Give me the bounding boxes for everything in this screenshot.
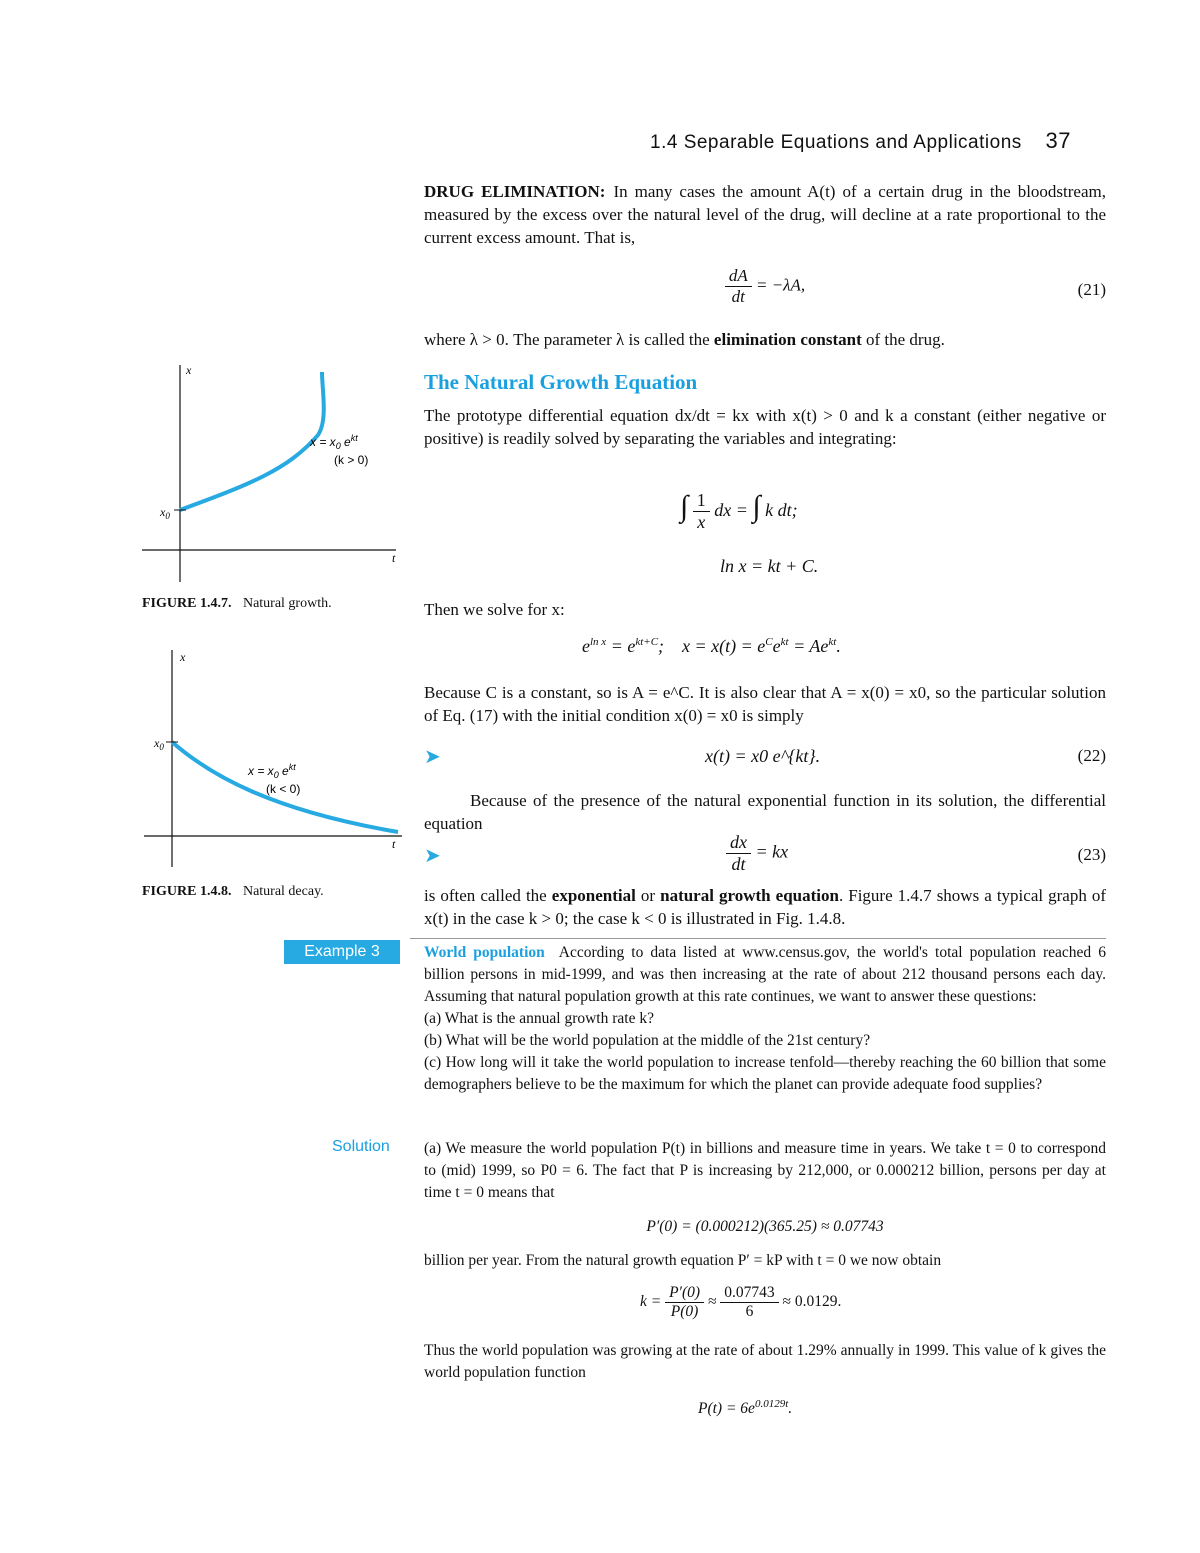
often-text: is often called the: [424, 886, 547, 905]
natural-growth-term: natural growth equation: [660, 886, 839, 905]
figure-title: Natural growth.: [242, 596, 332, 611]
k-result: ≈ 0.0129.: [782, 1293, 842, 1311]
population-function: $P(t) = 6e^{0.0129t}$.: [698, 1398, 793, 1418]
equation-rhs: = −λA,: [755, 275, 806, 295]
because-text: Because C is a constant, so is A = e^C. It is also clear that A = x(0) = x0, so the particular solution of Eq. (17) with the initial condition x(0) = x0 is simply: [424, 683, 1106, 725]
figure-natural-decay: [130, 645, 405, 870]
section-title: 1.4 Separable Equations and Applications: [650, 132, 1022, 153]
example-title: World population: [424, 944, 545, 961]
fraction-numerator: dx: [726, 832, 751, 854]
section-heading: The Natural Growth Equation: [424, 370, 698, 394]
equation-22: x(t) = x0 e^{kt}.: [705, 746, 821, 766]
elimination-constant-term: elimination constant: [713, 330, 862, 349]
arrow-icon: ➤: [424, 746, 441, 768]
drug-text: In many cases the amount A(t) of a certain drug in the bloodstream, measured by the excess over the natural level of the drug, will decline at a rate proportional to the current excess amount. That is,: [424, 182, 1106, 247]
example-divider: [410, 938, 1106, 939]
population-function-text: [0, 0, 1, 1]
often-post: . Figure 1.4.7 shows a typical graph of x(t) in the case k > 0; the case k < 0 is illustrated in Fig. 1.4.8.: [424, 886, 1107, 928]
figure-title: Natural decay.: [242, 884, 324, 899]
natural-growth-intro: [424, 404, 1106, 450]
solve-text: [424, 598, 1106, 621]
thus-paragraph: [424, 1340, 1106, 1384]
k-lhs: k =: [640, 1293, 662, 1311]
y-axis-label: x: [186, 363, 192, 377]
fraction-numerator: dA: [725, 266, 752, 287]
exponential-term: exponential: [551, 886, 636, 905]
fraction-denominator: 6: [745, 1303, 754, 1320]
integral-equation: ∫ $\frac{1}{x}$ dx = ∫ k dt;: [680, 490, 798, 533]
example-intro: [424, 942, 1106, 1096]
x-axis-label: t: [392, 551, 396, 565]
fraction-denominator: P(0): [670, 1303, 699, 1320]
equation-22-label: (22): [1077, 746, 1106, 765]
fraction-denominator: dt: [731, 854, 746, 874]
where-post-text: of the drug.: [865, 330, 945, 349]
often-paragraph: [424, 884, 1106, 930]
figure-natural-growth: [138, 360, 398, 585]
equation-23-label: (23): [1077, 845, 1106, 864]
billion-text: billion per year. From the natural growth equation P′ = kP with t = 0 we now obtain: [424, 1252, 942, 1269]
figure-label: FIGURE 1.4.8.: [142, 884, 232, 899]
presence-paragraph: [424, 789, 1106, 835]
question-b: (b) What will be the world population at the middle of the 21st century?: [424, 1032, 871, 1049]
x0-label: $x_0$: [154, 736, 164, 752]
figure-label: FIGURE 1.4.7.: [142, 596, 232, 611]
where-paragraph: [424, 328, 1106, 351]
y-axis-label: x: [180, 650, 186, 664]
figure-caption: [142, 596, 332, 612]
fraction-dA-dt: [725, 266, 752, 307]
x-axis-label: t: [392, 837, 396, 851]
drug-elimination-paragraph: [424, 180, 1106, 249]
solution-label: Solution: [332, 1138, 390, 1155]
fraction-numerator: P′(0): [665, 1284, 704, 1303]
question-c: (c) How long will it take the world population to increase tenfold—thereby reaching the 60 billion that some demographers believe to be the maximum for which the planet can provide adequate food supplies?: [424, 1054, 1106, 1093]
intro-text: The prototype differential equation dx/dt = kx with x(t) > 0 and k a constant (either negative or positive) is readily solved by separating the variables and integrating:: [424, 406, 1106, 448]
log-equation: ln x = kt + C.: [720, 556, 819, 576]
billion-paragraph: [424, 1250, 1106, 1272]
often-mid: or: [640, 886, 656, 905]
exp-equation: $e^{ln x} = e^{kt+C}$; $x = x(t) = e^Ce^{kt} = Ae^{kt}$.: [582, 636, 841, 656]
solve-line: Then we solve for x:: [424, 600, 565, 619]
arrow-icon: ➤: [424, 845, 441, 867]
curve-formula-label: $x = x_0$ $e^{kt}$: [248, 762, 296, 780]
equation-23: [726, 832, 788, 875]
k-equation: k = $\frac{P'(0)}{P(0)}$ ≈ $\frac{0.07743}{6}$ ≈ 0.0129.: [640, 1284, 842, 1320]
fraction-denominator: dt: [731, 287, 745, 306]
where-text: where λ > 0. The parameter λ is called the: [424, 330, 710, 349]
growth-curve: [180, 372, 324, 510]
curve-condition-label: (k > 0): [334, 453, 369, 467]
solution-a: [424, 1138, 1106, 1204]
question-a: (a) What is the annual growth rate k?: [424, 1010, 654, 1027]
solution-a-text: (a) We measure the world population P(t) in billions and measure time in years. We take t = 0 to correspond to (mid) 1999, so P0 = 6. The fact that P is increasing by 212,000, or 0.000212 billion, persons per day at time t = 0 means that: [424, 1140, 1106, 1201]
running-header: [650, 128, 1071, 154]
fraction-numerator: 0.07743: [720, 1284, 778, 1303]
curve-condition-label: (k < 0): [266, 782, 301, 796]
drug-heading: DRUG ELIMINATION:: [424, 182, 606, 201]
x0-label: $x_0$: [160, 505, 170, 521]
page-number: 37: [1045, 128, 1072, 153]
example-intro-text: According to data listed at www.census.gov, the world's total population reached 6 billion persons in mid-1999, and was then increasing at the rate of about 212 thousand persons each day. Assuming that natural population growth at this rate continues, we want to answer these questions:: [424, 944, 1106, 1005]
figure-caption: [142, 884, 324, 900]
equation-rhs: = kx: [755, 841, 789, 862]
equation-21-label: (21): [1077, 280, 1106, 299]
thus-text: Thus the world population was growing at the rate of about 1.29% annually in 1999. This value of k gives the world population function: [424, 1342, 1106, 1381]
presence-text: Because of the presence of the natural exponential function in its solution, the differential equation: [424, 791, 1106, 833]
because-paragraph: [424, 681, 1106, 727]
equation-21: [424, 266, 1106, 307]
equation-p0: P′(0) = (0.000212)(365.25) ≈ 0.07743: [646, 1218, 884, 1235]
example-badge: Example 3: [284, 940, 400, 964]
curve-formula-label: $x = x_0$ $e^{kt}$: [310, 433, 358, 451]
